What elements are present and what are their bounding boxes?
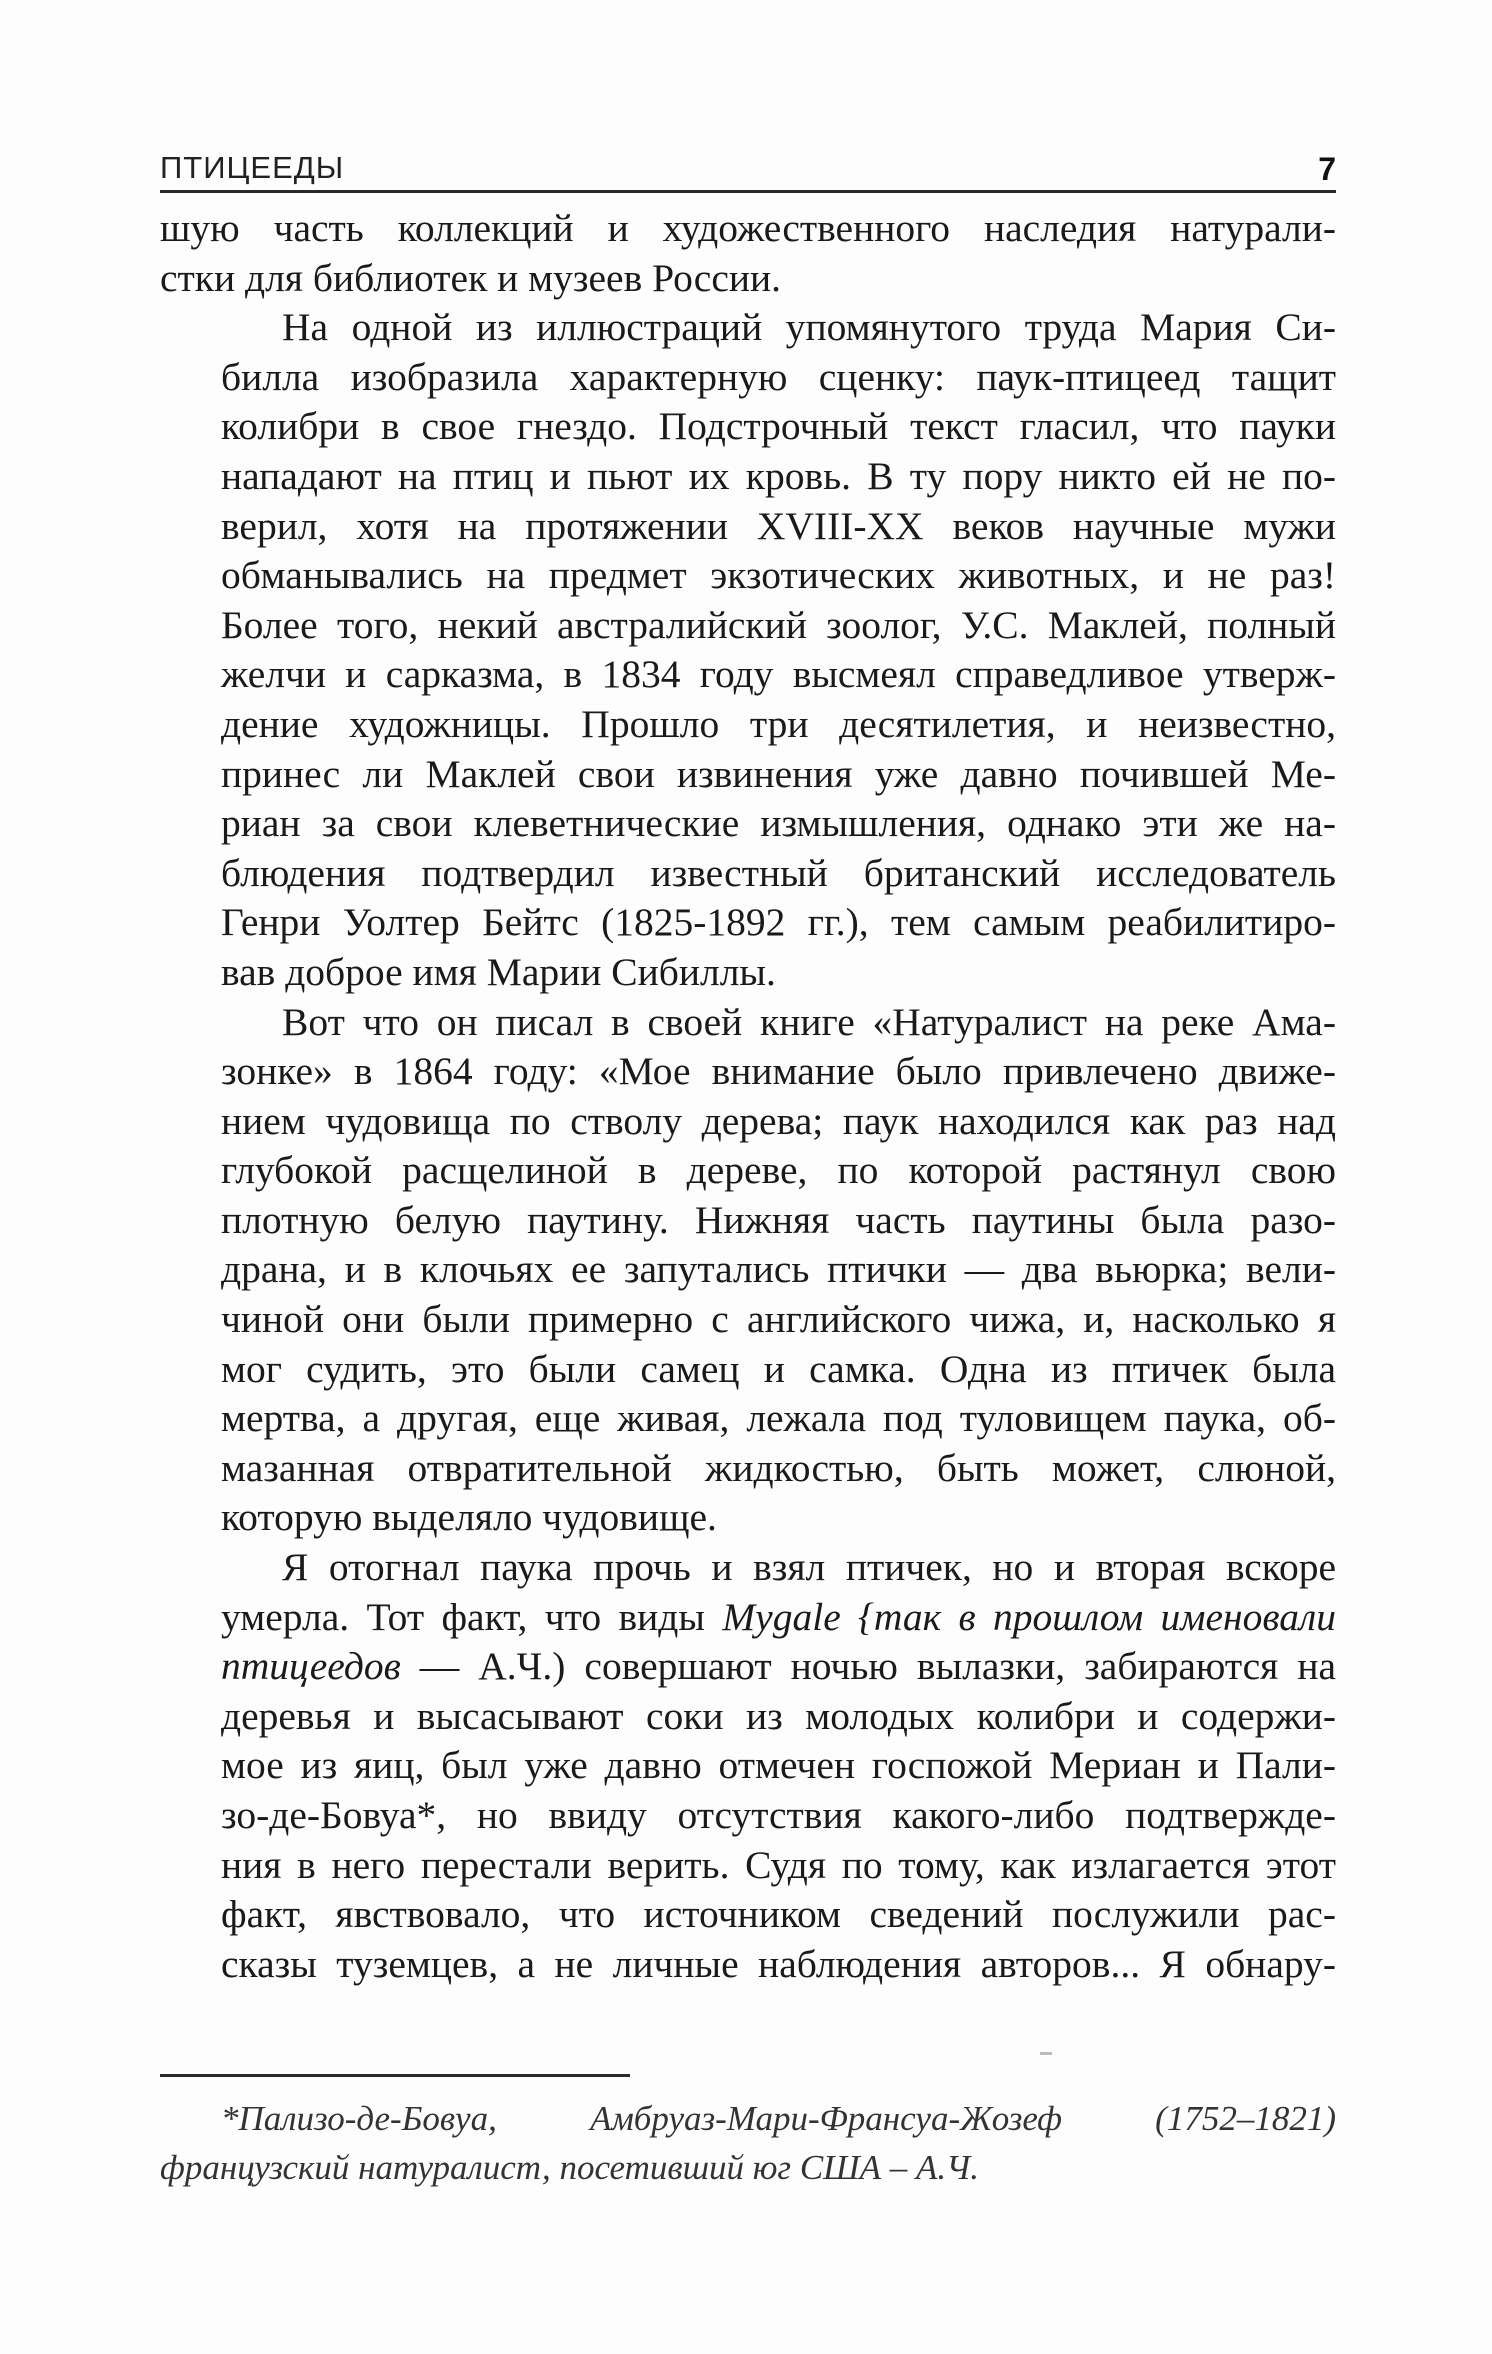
text-line: риан за свои клеветнические измышления, однако эти же на- <box>221 801 1336 846</box>
text-line: принес ли Маклей свои извинения уже давно почившей Ме- <box>221 751 1336 796</box>
page-number: 7 <box>1318 151 1336 187</box>
footnote-line: французский натуралист, посетивший юг США – А.Ч. <box>160 2148 980 2187</box>
text-line: стки для библиотек и музеев России. <box>160 255 782 300</box>
text-run: умерла. Тот факт, что виды <box>221 1594 723 1639</box>
text-line: обманывались на предмет экзотических животных, и не раз! <box>221 553 1336 598</box>
text-line: которую выделяло чудовище. <box>221 1495 717 1540</box>
paragraph-2 <box>160 303 1336 997</box>
text-line: На одной из иллюстраций упомянутого труда Мария Си- <box>282 305 1336 350</box>
text-line: мертва, а другая, еще живая, лежала под туловищем паука, об- <box>221 1396 1336 1441</box>
text-line: сказы туземцев, а не личные наблюдения авторов... Я обнару- <box>221 1941 1336 1986</box>
text-line: нием чудовища по стволу дерева; паук находился как раз над <box>221 1098 1336 1143</box>
italic-run: птицеедов <box>221 1644 401 1689</box>
text-line: деревья и высасывают соки из молодых колибри и содержи- <box>221 1693 1336 1738</box>
text-line <box>160 1642 1336 1692</box>
text-line: билла изобразила характерную сценку: паук-птицеед тащит <box>221 354 1336 399</box>
running-head <box>160 150 1336 193</box>
text-line: зо-де-Бовуа*, но ввиду отсутствия какого-либо подтвержде- <box>221 1793 1336 1837</box>
text-line: мое из яиц, был уже давно отмечен госпожой Мериан и Пали- <box>221 1743 1336 1788</box>
text-line: Более того, некий австралийский зоолог, У.С. Маклей, полный <box>221 602 1336 647</box>
text-line: вав доброе имя Марии Сибиллы. <box>221 949 776 994</box>
text-line: факт, явствовало, что источником сведений послужили рас- <box>221 1892 1336 1937</box>
text-line: глубокой расщелиной в дереве, по которой растянул свою <box>221 1148 1336 1193</box>
paragraph-4 <box>160 1543 1336 1989</box>
paragraph-3 <box>160 998 1336 1544</box>
text-line <box>160 1593 1336 1643</box>
text-line: блюдения подтвердил известный британский исследователь <box>221 850 1336 895</box>
text-line: верил, хотя на протяжении XVIII-XX веков научные мужи <box>221 503 1336 548</box>
text-line: дение художницы. Прошло три десятилетия, и неизвестно, <box>221 701 1336 746</box>
text-line: Вот что он писал в своей книге «Натуралист на реке Ама- <box>282 999 1336 1044</box>
footnote <box>160 2094 1336 2192</box>
italic-run: Mygale {так в прошлом именовали <box>722 1594 1336 1639</box>
text-line: чиной они были примерно с английского чижа, и, насколько я <box>221 1297 1336 1342</box>
text-line: драна, и в клочьях ее запутались птички — два вьюрка; вели- <box>221 1247 1336 1292</box>
footnote-rule <box>160 2074 630 2077</box>
text-line: шую часть коллекций и художественного наследия натурали- <box>160 206 1336 250</box>
text-line: мазанная отвратительной жидкостью, быть может, слюной, <box>221 1445 1336 1490</box>
text-line: колибри в свое гнездо. Подстрочный текст гласил, что пауки <box>221 404 1336 449</box>
text-line: Я отогнал паука прочь и взял птичек, но и вторая вскоре <box>282 1545 1336 1590</box>
text-line: ния в него перестали верить. Судя по тому, как излагается этот <box>221 1842 1336 1887</box>
text-line: желчи и сарказма, в 1834 году высмеял справедливое утверж- <box>221 652 1336 697</box>
section-title: ПТИЦЕЕДЫ <box>160 150 345 185</box>
text-line: нападают на птиц и пьют их кровь. В ту пору никто ей не по- <box>221 453 1336 498</box>
text-run: — А.Ч.) совершают ночью вылазки, забираются на <box>400 1644 1336 1689</box>
paragraph-1 <box>160 204 1336 303</box>
body-text <box>160 204 1336 1989</box>
text-line: зонке» в 1864 году: «Мое внимание было привлечено движе- <box>221 1049 1336 1094</box>
text-line: мог судить, это были самец и самка. Одна из птичек была <box>221 1346 1336 1391</box>
print-speck <box>1040 2052 1052 2055</box>
footnote-line: *Пализо-де-Бовуа, Амбруаз-Мари-Франсуа-Жозеф (1752–1821) <box>221 2099 1336 2138</box>
text-line: плотную белую паутину. Нижняя часть паутины была разо- <box>221 1197 1336 1242</box>
text-line: Генри Уолтер Бейтс (1825-1892 гг.), тем самым реабилитиро- <box>221 900 1336 945</box>
